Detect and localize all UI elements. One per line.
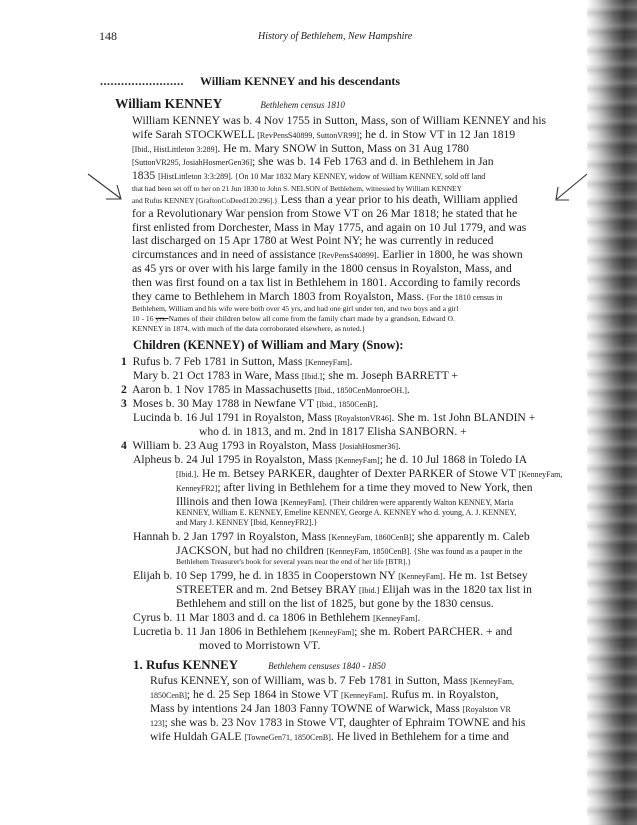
william-line-16: 10 - 16 yrs. Names of their children below all come from the family chart made by a grandson, Edward O. <box>132 314 455 323</box>
child-alpheus-cont-3: Illinois and then Iowa [KenneyFam]. {Their children were apparently Walton KENNEY, Maria <box>176 495 514 508</box>
running-title: History of Bethlehem, New Hampshire <box>258 31 413 42</box>
william-line-15: Bethlehem, William and his wife were both over 45 yrs, and had one girl under ten, and two boys and a girl <box>132 304 459 313</box>
scan-binding-shadow <box>587 0 637 825</box>
child-hannah-cont-2: Bethlehem Treasurer's book for several years near the end of her life [BTR].} <box>176 557 412 566</box>
child-moses: 3 Moses b. 30 May 1788 in Newfane VT [Ibid., 1850CenB]. <box>121 397 379 410</box>
william-line-8: for a Revolutionary War pension from Stowe VT on 26 Mar 1818; he stated that he <box>132 207 518 220</box>
rufus-line-1: Rufus KENNEY, son of William, was b. 7 Feb 1781 in Sutton, Mass [KenneyFam, <box>150 674 514 687</box>
william-line-9: first enlisted from Dorchester, Mass in May 1775, and again on 10 Jul 1779, and was <box>132 221 527 234</box>
william-census-note: Bethlehem census 1810 <box>260 100 345 110</box>
william-line-4: [SuttonVR295, JosiahHosmerGen36]; she was b. 14 Feb 1763 and d. in Bethlehem in Jan <box>132 155 494 168</box>
william-line-10: last discharged on 15 Apr 1780 at West Point NY; he was currently in reduced <box>132 234 494 247</box>
children-heading: Children (KENNEY) of William and Mary (Snow): <box>133 338 404 352</box>
child-mary: Mary b. 21 Oct 1783 in Ware, Mass [Ibid.]; she m. Joseph BARRETT + <box>133 369 458 382</box>
rufus-line-2: 1850CenB]; he d. 25 Sep 1864 in Stowe VT [KenneyFam]. Rufus m. in Royalston, <box>150 688 499 701</box>
william-line-6: that had been set off to her on 21 Jun 1830 to John S. NELSON of Bethlehem, witnessed by William KENNEY <box>132 184 462 193</box>
william-line-17: KENNEY in 1874, with much of the data corroborated elsewhere, as noted.} <box>132 324 366 333</box>
child-hannah: Hannah b. 2 Jan 1797 in Royalston, Mass [KenneyFam, 1860CenB]; she apparently m. Caleb <box>133 530 530 543</box>
rufus-line-3: Mass by intentions 24 Jan 1803 Fanny TOWNE of Warwick, Mass [Royalston VR <box>150 702 511 715</box>
section-leader-dots: ........................ <box>100 74 184 88</box>
william-name: William KENNEY <box>115 96 223 111</box>
william-line-11: circumstances and in need of assistance [RevPensS40899]. Earlier in 1800, he was shown <box>132 248 523 261</box>
child-alpheus-cont-2: KenneyFR2]; after living in Bethlehem for a time they moved to New York, then <box>176 481 533 494</box>
child-lucretia: Lucretia b. 11 Jan 1806 in Bethlehem [KenneyFam]; she m. Robert PARCHER. + and <box>133 625 513 638</box>
child-lucinda: Lucinda b. 16 Jul 1791 in Royalston, Mass [RoyalstonVR46]. She m. 1st John BLANDIN + <box>133 411 536 424</box>
william-line-13: then was first found on a tax list in Bethlehem in 1801. According to family records <box>132 276 521 289</box>
child-alpheus-cont-4: KENNEY, William E. KENNEY, Emeline KENNEY, George A. KENNEY who d. young, A. J. KENNEY, <box>176 508 517 517</box>
william-line-7: and Rufus KENNEY [GraftonCoDeed120:296].} Less than a year prior to his death, William applied <box>132 193 518 206</box>
child-elijah-cont-2: Bethlehem and still on the list of 1825, but gone by the 1830 census. <box>176 597 494 610</box>
child-lucinda-cont: who d. in 1813, and m. 2nd in 1817 Elisha SANBORN. + <box>199 425 467 438</box>
margin-arrow-left-icon <box>86 172 126 206</box>
child-cyrus: Cyrus b. 11 Mar 1803 and d. ca 1806 in Bethlehem [KenneyFam]. <box>133 611 421 624</box>
rufus-census-note: Bethlehem censuses 1840 - 1850 <box>268 661 386 671</box>
william-heading <box>115 96 345 112</box>
child-elijah-cont-1: STREETER and m. 2nd Betsey BRAY [Ibid.] Elijah was in the 1820 tax list in <box>176 583 532 596</box>
margin-arrow-right-icon <box>553 172 589 206</box>
child-alpheus-cont-1: [Ibid.]. He m. Betsey PARKER, daughter of Dexter PARKER of Stowe VT [KenneyFam, <box>176 467 563 480</box>
rufus-name: 1. Rufus KENNEY <box>133 657 239 672</box>
child-rufus: 1 Rufus b. 7 Feb 1781 in Sutton, Mass [KenneyFam]. <box>121 355 353 368</box>
child-elijah: Elijah b. 10 Sep 1799, he d. in 1835 in Cooperstown NY [KenneyFam]. He m. 1st Betsey <box>133 569 528 582</box>
child-alpheus: Alpheus b. 24 Jul 1795 in Royalston, Mass [KenneyFam]; he d. 10 Jul 1868 in Toledo IA <box>133 453 528 466</box>
rufus-line-4: 123]; she was b. 23 Nov 1783 in Stowe VT, daughter of Ephraim TOWNE and his <box>150 716 526 729</box>
rufus-heading <box>133 657 386 673</box>
william-line-12: as 45 yrs or over with his large family in the 1800 census in Royalston, Mass, and <box>132 262 512 275</box>
child-aaron: 2 Aaron b. 1 Nov 1785 in Massachusetts [Ibid., 1850CenMonroeOH.]. <box>121 383 410 396</box>
child-hannah-cont-1: JACKSON, but had no children [KenneyFam, 1850CenB]. {She was found as a pauper in the <box>176 544 523 557</box>
section-title-text: William KENNEY and his descendants <box>200 74 401 88</box>
child-lucretia-cont: moved to Morristown VT. <box>199 639 321 652</box>
william-line-2: wife Sarah STOCKWELL [RevPensS40899, SuttonVR99]; he d. in Stow VT in 12 Jan 1819 <box>132 128 516 141</box>
william-line-3: [Ibid., HistLittleton 3:289]. He m. Mary SNOW in Sutton, Mass on 31 Aug 1780 <box>132 142 469 155</box>
william-line-5: 1835 [HistLittleton 3:3:289]. {On 10 Mar 1832 Mary KENNEY, widow of William KENNEY, sold off land <box>132 169 486 182</box>
child-william: 4 William b. 23 Aug 1793 in Royalston, Mass [JosiahHosmer36]. <box>121 439 401 452</box>
page-number: 148 <box>99 29 117 43</box>
william-line-1: William KENNEY was b. 4 Nov 1755 in Sutton, Mass, son of William KENNEY and his <box>132 114 547 127</box>
william-line-14: they came to Bethlehem in March 1803 from Royalston, Mass. {For the 1810 census in <box>132 290 503 303</box>
rufus-line-5: wife Huldah GALE [TowneGen71, 1850CenB]. He lived in Bethlehem for a time and <box>150 730 509 743</box>
section-title <box>100 74 400 89</box>
child-alpheus-cont-5: and Mary J. KENNEY [Ibid, KenneyFR2].} <box>176 518 318 527</box>
